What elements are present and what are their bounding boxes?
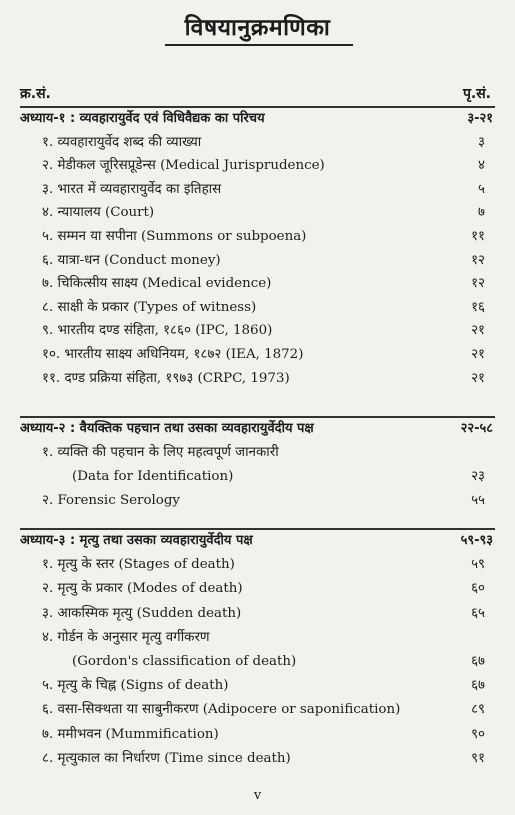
toc-entry bbox=[0, 132, 515, 154]
entry-page: ६० bbox=[471, 581, 485, 597]
toc-entry bbox=[0, 155, 515, 177]
entry-page: ९१ bbox=[471, 750, 485, 766]
toc-entry bbox=[0, 320, 515, 342]
entry-title: (Gordon's classification of death) bbox=[72, 654, 297, 669]
toc-entry bbox=[0, 297, 515, 319]
chapter-pages: ५९-९३ bbox=[460, 533, 493, 548]
chapter-title: अध्याय-१ : व्यवहारायुर्वेद एवं विधिवैद्यक का परिचय bbox=[20, 111, 265, 126]
entry-page: ३ bbox=[478, 134, 485, 150]
toc-entry bbox=[0, 466, 515, 488]
toc-entry bbox=[0, 554, 515, 576]
entry-page: ८९ bbox=[471, 702, 485, 718]
entry-page: ६५ bbox=[471, 605, 485, 621]
entry-title: ५. मृत्यु के चिह्न (Signs of death) bbox=[42, 678, 229, 694]
entry-title: ५. सम्मन या सपीना (Summons or subpoena) bbox=[42, 229, 307, 244]
toc-entry bbox=[0, 442, 515, 464]
toc-entry bbox=[0, 250, 515, 272]
entry-title: ३. आकस्मिक मृत्यु (Sudden death) bbox=[42, 605, 242, 621]
entry-title: (Data for Identification) bbox=[72, 469, 234, 484]
toc-entry bbox=[0, 368, 515, 390]
toc-entry bbox=[0, 202, 515, 224]
chapter-title: अध्याय-२ : वैयक्तिक पहचान तथा उसका व्यवहारायुर्वेदीय पक्ष bbox=[20, 421, 314, 436]
header-serial: क्र.सं. bbox=[20, 86, 51, 102]
entry-page: ५ bbox=[478, 181, 485, 197]
entry-title: २. Forensic Serology bbox=[42, 493, 180, 508]
entry-title: १. मृत्यु के स्तर (Stages of death) bbox=[42, 557, 235, 573]
toc-entry bbox=[0, 651, 515, 673]
entry-page: ६७ bbox=[471, 678, 485, 694]
toc-entry bbox=[0, 603, 515, 625]
entry-page: २३ bbox=[471, 469, 485, 484]
chapter-heading bbox=[0, 108, 515, 130]
entry-title: १०. भारतीय साक्ष्य अधिनियम, १८७२ (IEA, 1872) bbox=[42, 347, 304, 362]
entry-page: ९० bbox=[471, 726, 485, 742]
entry-page: २१ bbox=[471, 323, 485, 339]
chapter-heading bbox=[0, 530, 515, 552]
entry-title: ८. मृत्युकाल का निर्धारण (Time since death) bbox=[42, 750, 291, 766]
chapter-pages: २२-५८ bbox=[460, 421, 493, 436]
header-page: पृ.सं. bbox=[462, 86, 491, 102]
entry-title: १. व्यक्ति की पहचान के लिए महत्वपूर्ण जानकारी bbox=[42, 445, 279, 460]
toc-entry bbox=[0, 179, 515, 201]
entry-title: ९. भारतीय दण्ड संहिता, १८६० (IPC, 1860) bbox=[42, 323, 273, 339]
entry-page: ४ bbox=[478, 158, 485, 174]
entry-title: ८. साक्षी के प्रकार (Types of witness) bbox=[42, 299, 257, 315]
entry-title: २. मृत्यु के प्रकार (Modes of death) bbox=[42, 581, 243, 597]
entry-page: ७ bbox=[478, 205, 485, 221]
entry-title: ३. भारत में व्यवहारायुर्वेद का इतिहास bbox=[42, 181, 222, 197]
entry-title: ४. न्यायालय (Court) bbox=[42, 205, 155, 221]
toc-entry bbox=[0, 748, 515, 770]
toc-entry bbox=[0, 578, 515, 600]
entry-page: ६७ bbox=[471, 654, 485, 669]
entry-page: ५९ bbox=[471, 557, 485, 573]
toc-entry bbox=[0, 699, 515, 721]
toc-entry bbox=[0, 273, 515, 295]
entry-title: ७. चिकित्सीय साक्ष्य (Medical evidence) bbox=[42, 276, 272, 292]
entry-page: १२ bbox=[471, 252, 485, 268]
toc-entry bbox=[0, 627, 515, 649]
toc-entry bbox=[0, 724, 515, 746]
entry-title: ४. गोर्डन के अनुसार मृत्यु वर्गीकरण bbox=[42, 629, 210, 645]
entry-title: १. व्यवहारायुर्वेद शब्द की व्याख्या bbox=[42, 134, 202, 150]
entry-title: ७. ममीभवन (Mummification) bbox=[42, 726, 219, 742]
entry-title: ६. यात्रा-धन (Conduct money) bbox=[42, 252, 221, 268]
toc-entry bbox=[0, 675, 515, 697]
entry-page: १२ bbox=[471, 276, 485, 292]
entry-title: ११. दण्ड प्रक्रिया संहिता, १९७३ (CRPC, 1973) bbox=[42, 370, 290, 386]
entry-page: २१ bbox=[471, 370, 485, 386]
entry-title: ६. वसा-सिक्थता या साबुनीकरण (Adipocere or saponification) bbox=[42, 702, 401, 718]
entry-page: २१ bbox=[471, 347, 485, 362]
entry-page: ५५ bbox=[471, 493, 485, 508]
chapter-pages: ३-२१ bbox=[467, 111, 493, 126]
toc-entry bbox=[0, 226, 515, 248]
entry-page: १६ bbox=[471, 299, 485, 315]
title-underline bbox=[165, 44, 353, 46]
chapter-heading bbox=[0, 418, 515, 440]
toc-entry bbox=[0, 490, 515, 512]
entry-title: २. मेडीकल जूरिसप्रूडेन्स (Medical Jurisprudence) bbox=[42, 158, 325, 174]
page-title: विषयानुक्रमणिका bbox=[184, 15, 331, 41]
chapter-title: अध्याय-३ : मृत्यु तथा उसका व्यवहारायुर्वेदीय पक्ष bbox=[20, 533, 253, 548]
toc-entry bbox=[0, 344, 515, 366]
entry-page: ११ bbox=[471, 229, 485, 244]
page-number: v bbox=[253, 788, 262, 803]
